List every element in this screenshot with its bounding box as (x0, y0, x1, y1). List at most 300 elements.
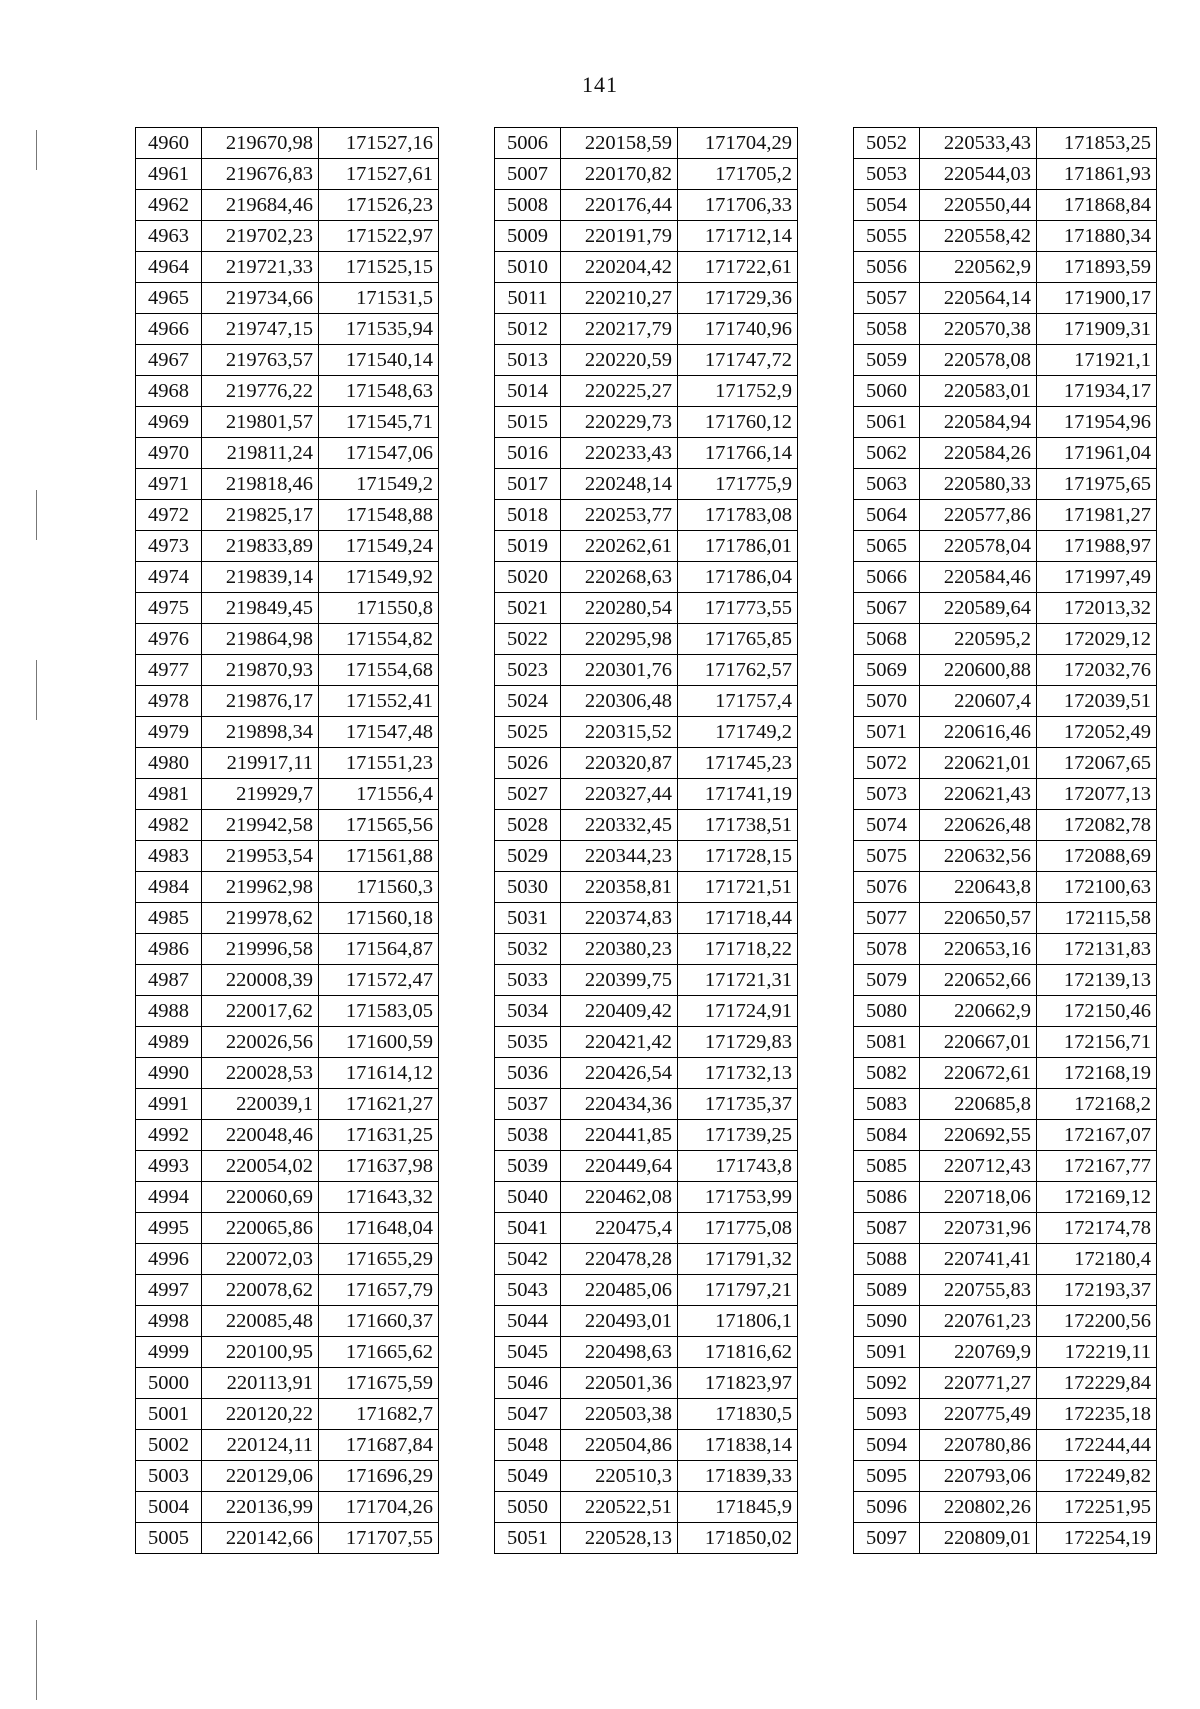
x-coordinate-cell: 219825,17 (202, 500, 319, 531)
table-row (854, 779, 1157, 810)
x-coordinate-cell: 220564,14 (920, 283, 1037, 314)
y-coordinate-cell: 171900,17 (1037, 283, 1157, 314)
scan-margin-mark (36, 490, 37, 540)
x-coordinate-cell: 220100,95 (202, 1337, 319, 1368)
table-row (495, 965, 798, 996)
table-row (495, 1306, 798, 1337)
x-coordinate-cell: 220672,61 (920, 1058, 1037, 1089)
table-row (136, 221, 439, 252)
point-number-cell: 4981 (136, 779, 202, 810)
x-coordinate-cell: 220039,1 (202, 1089, 319, 1120)
x-coordinate-cell: 220558,42 (920, 221, 1037, 252)
table-row (854, 934, 1157, 965)
y-coordinate-cell: 172131,83 (1037, 934, 1157, 965)
y-coordinate-cell: 171760,12 (678, 407, 798, 438)
point-number-cell: 4995 (136, 1213, 202, 1244)
x-coordinate-cell: 220060,69 (202, 1182, 319, 1213)
table-row (495, 252, 798, 283)
y-coordinate-cell: 172013,32 (1037, 593, 1157, 624)
x-coordinate-cell: 220028,53 (202, 1058, 319, 1089)
y-coordinate-cell: 172167,07 (1037, 1120, 1157, 1151)
y-coordinate-cell: 171775,9 (678, 469, 798, 500)
x-coordinate-cell: 220048,46 (202, 1120, 319, 1151)
y-coordinate-cell: 171839,33 (678, 1461, 798, 1492)
table-row (136, 748, 439, 779)
x-coordinate-cell: 219670,98 (202, 128, 319, 159)
table-row (854, 500, 1157, 531)
x-coordinate-cell: 219962,98 (202, 872, 319, 903)
y-coordinate-cell: 171551,23 (319, 748, 439, 779)
table-row (136, 314, 439, 345)
x-coordinate-cell: 220113,91 (202, 1368, 319, 1399)
table-row (495, 934, 798, 965)
point-number-cell: 5091 (854, 1337, 920, 1368)
table-row (854, 686, 1157, 717)
point-number-cell: 5075 (854, 841, 920, 872)
point-number-cell: 5015 (495, 407, 561, 438)
table-row (136, 1399, 439, 1430)
y-coordinate-cell: 171729,83 (678, 1027, 798, 1058)
y-coordinate-cell: 171583,05 (319, 996, 439, 1027)
table-row (854, 376, 1157, 407)
y-coordinate-cell: 171738,51 (678, 810, 798, 841)
x-coordinate-cell: 220204,42 (561, 252, 678, 283)
y-coordinate-cell: 171718,22 (678, 934, 798, 965)
table-row (136, 996, 439, 1027)
point-number-cell: 5030 (495, 872, 561, 903)
table-row (495, 531, 798, 562)
point-number-cell: 4973 (136, 531, 202, 562)
point-number-cell: 4997 (136, 1275, 202, 1306)
y-coordinate-cell: 171540,14 (319, 345, 439, 376)
y-coordinate-cell: 171861,93 (1037, 159, 1157, 190)
table-row (854, 1089, 1157, 1120)
x-coordinate-cell: 220374,83 (561, 903, 678, 934)
x-coordinate-cell: 219776,22 (202, 376, 319, 407)
table-row (136, 1213, 439, 1244)
point-number-cell: 4996 (136, 1244, 202, 1275)
table-row (495, 717, 798, 748)
table-row (136, 1368, 439, 1399)
table-row (136, 283, 439, 314)
table-row (136, 1275, 439, 1306)
y-coordinate-cell: 171775,08 (678, 1213, 798, 1244)
x-coordinate-cell: 219849,45 (202, 593, 319, 624)
point-number-cell: 5082 (854, 1058, 920, 1089)
y-coordinate-cell: 171791,32 (678, 1244, 798, 1275)
point-number-cell: 5039 (495, 1151, 561, 1182)
table-row (136, 1120, 439, 1151)
y-coordinate-cell: 171721,51 (678, 872, 798, 903)
table-row (495, 1368, 798, 1399)
x-coordinate-cell: 220731,96 (920, 1213, 1037, 1244)
point-number-cell: 4972 (136, 500, 202, 531)
x-coordinate-cell: 220626,48 (920, 810, 1037, 841)
table-row (495, 1120, 798, 1151)
point-number-cell: 5013 (495, 345, 561, 376)
y-coordinate-cell: 171561,88 (319, 841, 439, 872)
x-coordinate-cell: 220607,4 (920, 686, 1037, 717)
x-coordinate-cell: 220580,33 (920, 469, 1037, 500)
x-coordinate-cell: 219864,98 (202, 624, 319, 655)
scan-margin-mark (36, 1620, 37, 1700)
x-coordinate-cell: 219833,89 (202, 531, 319, 562)
table-row (495, 1461, 798, 1492)
table-row (495, 1430, 798, 1461)
y-coordinate-cell: 171975,65 (1037, 469, 1157, 500)
x-coordinate-cell: 220498,63 (561, 1337, 678, 1368)
point-number-cell: 5022 (495, 624, 561, 655)
y-coordinate-cell: 172200,56 (1037, 1306, 1157, 1337)
x-coordinate-cell: 220685,8 (920, 1089, 1037, 1120)
table-row (495, 1492, 798, 1523)
y-coordinate-cell: 171549,92 (319, 562, 439, 593)
point-number-cell: 5007 (495, 159, 561, 190)
y-coordinate-cell: 171531,5 (319, 283, 439, 314)
x-coordinate-cell: 219721,33 (202, 252, 319, 283)
table-row (136, 562, 439, 593)
x-coordinate-cell: 219929,7 (202, 779, 319, 810)
x-coordinate-cell: 220570,38 (920, 314, 1037, 345)
y-coordinate-cell: 171572,47 (319, 965, 439, 996)
table-row (136, 376, 439, 407)
x-coordinate-cell: 220421,42 (561, 1027, 678, 1058)
x-coordinate-cell: 219801,57 (202, 407, 319, 438)
table-row (854, 1244, 1157, 1275)
y-coordinate-cell: 171705,2 (678, 159, 798, 190)
point-number-cell: 5069 (854, 655, 920, 686)
scan-margin-mark (36, 660, 37, 720)
x-coordinate-cell: 220176,44 (561, 190, 678, 221)
table-row (495, 314, 798, 345)
x-coordinate-cell: 220158,59 (561, 128, 678, 159)
point-number-cell: 5008 (495, 190, 561, 221)
x-coordinate-cell: 220578,08 (920, 345, 1037, 376)
table-row (136, 190, 439, 221)
table-row (495, 655, 798, 686)
x-coordinate-cell: 220769,9 (920, 1337, 1037, 1368)
y-coordinate-cell: 171600,59 (319, 1027, 439, 1058)
y-coordinate-cell: 171564,87 (319, 934, 439, 965)
point-number-cell: 5033 (495, 965, 561, 996)
y-coordinate-cell: 171704,26 (319, 1492, 439, 1523)
x-coordinate-cell: 220550,44 (920, 190, 1037, 221)
table-row (136, 934, 439, 965)
point-number-cell: 5080 (854, 996, 920, 1027)
x-coordinate-cell: 220652,66 (920, 965, 1037, 996)
table-row (495, 872, 798, 903)
x-coordinate-cell: 219953,54 (202, 841, 319, 872)
x-coordinate-cell: 220589,64 (920, 593, 1037, 624)
x-coordinate-cell: 220191,79 (561, 221, 678, 252)
point-number-cell: 4963 (136, 221, 202, 252)
y-coordinate-cell: 172088,69 (1037, 841, 1157, 872)
table-row (854, 593, 1157, 624)
point-number-cell: 4969 (136, 407, 202, 438)
y-coordinate-cell: 171631,25 (319, 1120, 439, 1151)
x-coordinate-cell: 220533,43 (920, 128, 1037, 159)
x-coordinate-cell: 220562,9 (920, 252, 1037, 283)
point-number-cell: 4975 (136, 593, 202, 624)
table-row (495, 562, 798, 593)
x-coordinate-cell: 220085,48 (202, 1306, 319, 1337)
point-number-cell: 5065 (854, 531, 920, 562)
point-number-cell: 4977 (136, 655, 202, 686)
point-number-cell: 5041 (495, 1213, 561, 1244)
point-number-cell: 4983 (136, 841, 202, 872)
point-number-cell: 5035 (495, 1027, 561, 1058)
table-row (136, 345, 439, 376)
x-coordinate-cell: 220426,54 (561, 1058, 678, 1089)
table-row (136, 500, 439, 531)
y-coordinate-cell: 171740,96 (678, 314, 798, 345)
y-coordinate-cell: 171522,97 (319, 221, 439, 252)
y-coordinate-cell: 171743,8 (678, 1151, 798, 1182)
point-number-cell: 5020 (495, 562, 561, 593)
y-coordinate-cell: 172251,95 (1037, 1492, 1157, 1523)
point-number-cell: 5031 (495, 903, 561, 934)
table-row (136, 1430, 439, 1461)
y-coordinate-cell: 172193,37 (1037, 1275, 1157, 1306)
point-number-cell: 5042 (495, 1244, 561, 1275)
point-number-cell: 4993 (136, 1151, 202, 1182)
point-number-cell: 4978 (136, 686, 202, 717)
y-coordinate-cell: 171752,9 (678, 376, 798, 407)
table-row (854, 1275, 1157, 1306)
table-row (854, 252, 1157, 283)
point-number-cell: 4962 (136, 190, 202, 221)
point-number-cell: 4966 (136, 314, 202, 345)
x-coordinate-cell: 219898,34 (202, 717, 319, 748)
x-coordinate-cell: 220621,01 (920, 748, 1037, 779)
x-coordinate-cell: 220522,51 (561, 1492, 678, 1523)
y-coordinate-cell: 171741,19 (678, 779, 798, 810)
point-number-cell: 4990 (136, 1058, 202, 1089)
y-coordinate-cell: 172167,77 (1037, 1151, 1157, 1182)
coordinates-table-middle (494, 127, 798, 1554)
table-row (854, 903, 1157, 934)
point-number-cell: 5068 (854, 624, 920, 655)
point-number-cell: 4960 (136, 128, 202, 159)
table-row (136, 965, 439, 996)
point-number-cell: 5052 (854, 128, 920, 159)
table-row (136, 1306, 439, 1337)
table-row (495, 500, 798, 531)
x-coordinate-cell: 220577,86 (920, 500, 1037, 531)
x-coordinate-cell: 220434,36 (561, 1089, 678, 1120)
y-coordinate-cell: 171547,06 (319, 438, 439, 469)
table-row (854, 1337, 1157, 1368)
x-coordinate-cell: 220510,3 (561, 1461, 678, 1492)
x-coordinate-cell: 220026,56 (202, 1027, 319, 1058)
y-coordinate-cell: 171548,63 (319, 376, 439, 407)
point-number-cell: 5047 (495, 1399, 561, 1430)
table-row (495, 779, 798, 810)
x-coordinate-cell: 220771,27 (920, 1368, 1037, 1399)
point-number-cell: 4971 (136, 469, 202, 500)
point-number-cell: 5056 (854, 252, 920, 283)
y-coordinate-cell: 171997,49 (1037, 562, 1157, 593)
point-number-cell: 5058 (854, 314, 920, 345)
table-row (495, 1213, 798, 1244)
table-row (854, 748, 1157, 779)
table-row (854, 314, 1157, 345)
y-coordinate-cell: 172235,18 (1037, 1399, 1157, 1430)
y-coordinate-cell: 172052,49 (1037, 717, 1157, 748)
table-row (854, 1213, 1157, 1244)
point-number-cell: 5060 (854, 376, 920, 407)
point-number-cell: 5064 (854, 500, 920, 531)
page-number: 141 (582, 72, 618, 97)
x-coordinate-cell: 220120,22 (202, 1399, 319, 1430)
y-coordinate-cell: 171773,55 (678, 593, 798, 624)
point-number-cell: 4965 (136, 283, 202, 314)
x-coordinate-cell: 220380,23 (561, 934, 678, 965)
point-number-cell: 5046 (495, 1368, 561, 1399)
y-coordinate-cell: 171721,31 (678, 965, 798, 996)
point-number-cell: 5059 (854, 345, 920, 376)
point-number-cell: 4979 (136, 717, 202, 748)
point-number-cell: 5097 (854, 1523, 920, 1554)
y-coordinate-cell: 171762,57 (678, 655, 798, 686)
point-number-cell: 5017 (495, 469, 561, 500)
y-coordinate-cell: 171853,25 (1037, 128, 1157, 159)
point-number-cell: 5079 (854, 965, 920, 996)
y-coordinate-cell: 171554,82 (319, 624, 439, 655)
y-coordinate-cell: 171660,37 (319, 1306, 439, 1337)
y-coordinate-cell: 172156,71 (1037, 1027, 1157, 1058)
x-coordinate-cell: 220544,03 (920, 159, 1037, 190)
point-number-cell: 5063 (854, 469, 920, 500)
x-coordinate-cell: 220170,82 (561, 159, 678, 190)
y-coordinate-cell: 171830,5 (678, 1399, 798, 1430)
x-coordinate-cell: 220493,01 (561, 1306, 678, 1337)
point-number-cell: 5026 (495, 748, 561, 779)
y-coordinate-cell: 171637,98 (319, 1151, 439, 1182)
point-number-cell: 5050 (495, 1492, 561, 1523)
x-coordinate-cell: 219996,58 (202, 934, 319, 965)
table-row (495, 686, 798, 717)
table-row (495, 376, 798, 407)
point-number-cell: 5071 (854, 717, 920, 748)
x-coordinate-cell: 219747,15 (202, 314, 319, 345)
x-coordinate-cell: 220327,44 (561, 779, 678, 810)
y-coordinate-cell: 171728,15 (678, 841, 798, 872)
y-coordinate-cell: 171880,34 (1037, 221, 1157, 252)
point-number-cell: 4974 (136, 562, 202, 593)
coordinates-table-left (135, 127, 439, 1554)
x-coordinate-cell: 219876,17 (202, 686, 319, 717)
x-coordinate-cell: 220643,8 (920, 872, 1037, 903)
y-coordinate-cell: 172169,12 (1037, 1182, 1157, 1213)
y-coordinate-cell: 171806,1 (678, 1306, 798, 1337)
y-coordinate-cell: 171766,14 (678, 438, 798, 469)
x-coordinate-cell: 220441,85 (561, 1120, 678, 1151)
point-number-cell: 5074 (854, 810, 920, 841)
x-coordinate-cell: 220124,11 (202, 1430, 319, 1461)
table-row (854, 1523, 1157, 1554)
table-row (136, 1244, 439, 1275)
y-coordinate-cell: 171565,56 (319, 810, 439, 841)
y-coordinate-cell: 171753,99 (678, 1182, 798, 1213)
y-coordinate-cell: 171757,4 (678, 686, 798, 717)
x-coordinate-cell: 220233,43 (561, 438, 678, 469)
point-number-cell: 5073 (854, 779, 920, 810)
x-coordinate-cell: 220528,13 (561, 1523, 678, 1554)
x-coordinate-cell: 219811,24 (202, 438, 319, 469)
point-number-cell: 5094 (854, 1430, 920, 1461)
table-row (854, 872, 1157, 903)
x-coordinate-cell: 219818,46 (202, 469, 319, 500)
table-row (854, 407, 1157, 438)
x-coordinate-cell: 219734,66 (202, 283, 319, 314)
y-coordinate-cell: 171675,59 (319, 1368, 439, 1399)
point-number-cell: 5066 (854, 562, 920, 593)
point-number-cell: 5029 (495, 841, 561, 872)
x-coordinate-cell: 220225,27 (561, 376, 678, 407)
table-row (136, 531, 439, 562)
table-row (495, 996, 798, 1027)
x-coordinate-cell: 220065,86 (202, 1213, 319, 1244)
x-coordinate-cell: 220217,79 (561, 314, 678, 345)
x-coordinate-cell: 220780,86 (920, 1430, 1037, 1461)
x-coordinate-cell: 220475,4 (561, 1213, 678, 1244)
y-coordinate-cell: 171648,04 (319, 1213, 439, 1244)
y-coordinate-cell: 172029,12 (1037, 624, 1157, 655)
x-coordinate-cell: 220755,83 (920, 1275, 1037, 1306)
table-row (854, 1492, 1157, 1523)
table-row (495, 159, 798, 190)
table-row (854, 1399, 1157, 1430)
y-coordinate-cell: 171724,91 (678, 996, 798, 1027)
point-number-cell: 5012 (495, 314, 561, 345)
point-number-cell: 5032 (495, 934, 561, 965)
y-coordinate-cell: 171909,31 (1037, 314, 1157, 345)
point-number-cell: 4968 (136, 376, 202, 407)
point-number-cell: 5062 (854, 438, 920, 469)
table-row (136, 1461, 439, 1492)
table-row (495, 283, 798, 314)
x-coordinate-cell: 220583,01 (920, 376, 1037, 407)
y-coordinate-cell: 172254,19 (1037, 1523, 1157, 1554)
x-coordinate-cell: 220409,42 (561, 996, 678, 1027)
table-row (136, 1337, 439, 1368)
table-row (495, 1337, 798, 1368)
x-coordinate-cell: 220632,56 (920, 841, 1037, 872)
point-number-cell: 5055 (854, 221, 920, 252)
x-coordinate-cell: 220320,87 (561, 748, 678, 779)
point-number-cell: 5087 (854, 1213, 920, 1244)
table-row (136, 593, 439, 624)
table-row (136, 159, 439, 190)
y-coordinate-cell: 172174,78 (1037, 1213, 1157, 1244)
point-number-cell: 5086 (854, 1182, 920, 1213)
x-coordinate-cell: 220718,06 (920, 1182, 1037, 1213)
table-row (495, 593, 798, 624)
table-row (854, 1368, 1157, 1399)
point-number-cell: 5000 (136, 1368, 202, 1399)
x-coordinate-cell: 220332,45 (561, 810, 678, 841)
table-row (854, 1027, 1157, 1058)
table-row (495, 1399, 798, 1430)
y-coordinate-cell: 171556,4 (319, 779, 439, 810)
table-row (854, 841, 1157, 872)
y-coordinate-cell: 171527,61 (319, 159, 439, 190)
x-coordinate-cell: 219684,46 (202, 190, 319, 221)
y-coordinate-cell: 171560,18 (319, 903, 439, 934)
x-coordinate-cell: 219942,58 (202, 810, 319, 841)
point-number-cell: 5003 (136, 1461, 202, 1492)
